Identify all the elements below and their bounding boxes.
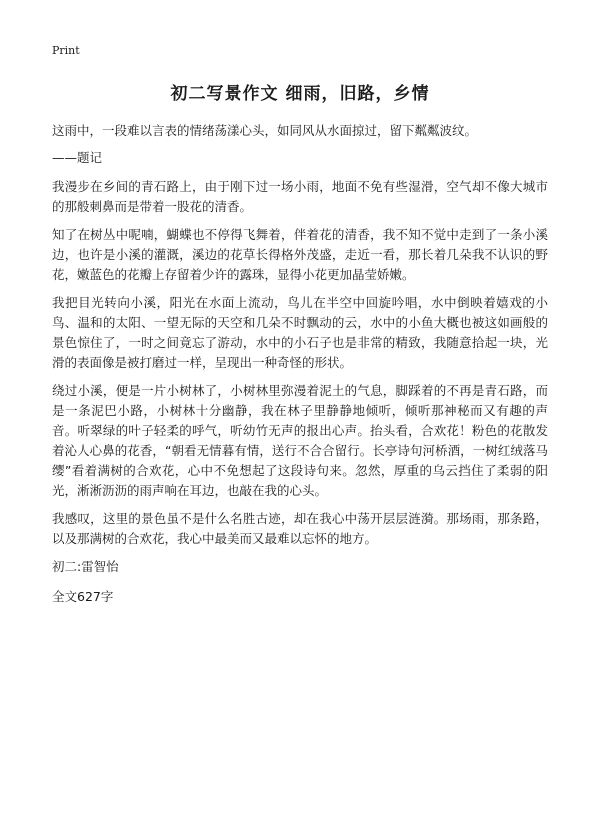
paragraph-3: 我把目光转向小溪，阳光在水面上流动，鸟儿在半空中回旋吟唱，水中倒映着嬉戏的小鸟、温和的太阳、一望无际的天空和几朵不时飘动的云，水中的小鱼大概也被这如画般的景色惊住了，一时之间竟忘了游动，水中的小石子也是非常的精致，我随意拾起一块，光滑的表面像是被打磨过一样，呈现出一种奇怪的形状。 — [52, 295, 548, 370]
paragraph-2: 知了在树丛中呢喃，蝴蝶也不停得飞舞着，伴着花的清香，我不知不觉中走到了一条小溪边，也许是小溪的灌溉，溪边的花草长得格外茂盛，走近一看，那长着几朵我不认识的野花，嫩蓝色的花瓣上存留着少许的露珠，显得小花更加晶莹娇嫩。 — [52, 227, 548, 282]
article-title: 初二写景作文 细雨，旧路，乡情 — [170, 84, 430, 104]
author-line: 初二:雷智怡 — [52, 559, 119, 574]
paragraph-5: 我感叹，这里的景色虽不是什么名胜古迹，却在我心中荡开层层涟漪。那场雨，那条路，以及那满树的合欢花，我心中最美而又最难以忘怀的地方。 — [52, 511, 548, 546]
epigraph: 这雨中，一段难以言表的情绪荡漾心头，如同风从水面掠过，留下粼粼波纹。 — [52, 123, 478, 138]
epigraph-note: ——题记 — [52, 150, 103, 165]
paragraph-1: 我漫步在乡间的青石路上，由于刚下过一场小雨，地面不免有些湿滑，空气却不像大城市的那般刺鼻而是带着一股花的清香。 — [52, 179, 548, 214]
print-link[interactable]: Print — [52, 44, 80, 57]
paragraph-4: 绕过小溪，便是一片小树林了，小树林里弥漫着泥土的气息，脚踩着的不再是青石路，而是一条泥巴小路，小树林十分幽静，我在林子里静静地倾听，倾听那神秘而又有趣的声音。听翠绿的叶子轻柔的呼气，听幼竹无声的报出心声。抬头看，合欢花！粉色的花散发着沁人心鼻的花香，“朝看无情暮有情，送行不合合留行。长亭诗句河桥酒，一树红绒落马缨”看着满树的合欢花，心中不免想起了这段诗句来。忽然，厚重的乌云挡住了柔弱的阳光，淅淅沥沥的雨声响在耳边，也敲在我的心头。 — [52, 383, 548, 498]
word-count: 全文627字 — [52, 589, 114, 604]
